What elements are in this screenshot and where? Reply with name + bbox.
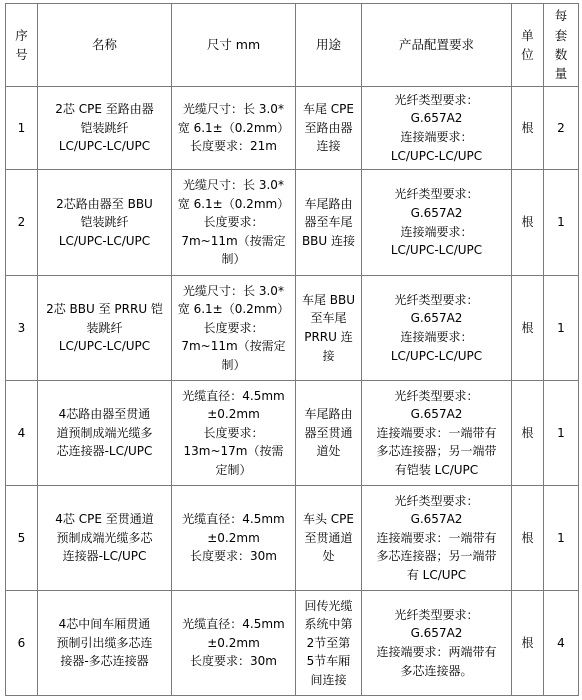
row-config: 光纤类型要求： G.657A2 连接端要求：一端带有 多芯连接器；另一端带 有铠装 LC/UPC — [362, 381, 512, 486]
row-use: 车尾 CPE 至路由器 连接 — [296, 87, 362, 170]
row-use: 车尾路由 器至贯通 道处 — [296, 381, 362, 486]
row-qty: 1 — [544, 486, 579, 591]
table-row — [6, 276, 579, 381]
row-unit: 根 — [512, 381, 544, 486]
table-row — [6, 486, 579, 591]
row-use: 回传光缆 系统中第 2节至第 5节车厢 间连接 — [296, 591, 362, 696]
row-unit: 根 — [512, 276, 544, 381]
header-unit: 单 位 — [512, 4, 544, 87]
row-size: 光缆尺寸：长 3.0* 宽 6.1±（0.2mm） 长度要求： 7m~11m（按需定 制） — [172, 170, 296, 276]
row-use: 车尾 BBU 至车尾 PRRU 连 接 — [296, 276, 362, 381]
spec-table — [5, 3, 579, 696]
row-size: 光缆直径：4.5mm ±0.2mm 长度要求：30m — [172, 591, 296, 696]
row-index: 6 — [6, 591, 38, 696]
row-config: 光纤类型要求： G.657A2 连接端要求：两端带有 多芯连接器。 — [362, 591, 512, 696]
row-index: 1 — [6, 87, 38, 170]
table-row — [6, 591, 579, 696]
row-qty: 1 — [544, 170, 579, 276]
row-index: 2 — [6, 170, 38, 276]
row-qty: 2 — [544, 87, 579, 170]
row-unit: 根 — [512, 170, 544, 276]
header-name: 名称 — [38, 4, 172, 87]
row-name: 4芯路由器至贯通 道预制成端光缆多 芯连接器-LC/UPC — [38, 381, 172, 486]
table-row — [6, 170, 579, 276]
header-use: 用途 — [296, 4, 362, 87]
row-config: 光纤类型要求： G.657A2 连接端要求：一端带有 多芯连接器；另一端带 有 LC/UPC — [362, 486, 512, 591]
header-index: 序 号 — [6, 4, 38, 87]
table-row — [6, 87, 579, 170]
header-row — [6, 4, 579, 87]
row-use: 车头 CPE 至贯通道 处 — [296, 486, 362, 591]
row-unit: 根 — [512, 87, 544, 170]
row-size: 光缆直径：4.5mm ±0.2mm 长度要求：30m — [172, 486, 296, 591]
row-config: 光纤类型要求： G.657A2 连接端要求： LC/UPC-LC/UPC — [362, 170, 512, 276]
row-name: 2芯 BBU 至 PRRU 铠 装跳纤 LC/UPC-LC/UPC — [38, 276, 172, 381]
header-size: 尺寸 mm — [172, 4, 296, 87]
row-size: 光缆尺寸：长 3.0* 宽 6.1±（0.2mm） 长度要求： 7m~11m（按需定 制） — [172, 276, 296, 381]
row-qty: 1 — [544, 276, 579, 381]
row-name: 2芯 CPE 至路由器 铠装跳纤 LC/UPC-LC/UPC — [38, 87, 172, 170]
row-unit: 根 — [512, 591, 544, 696]
row-use: 车尾路由 器至车尾 BBU 连接 — [296, 170, 362, 276]
row-qty: 1 — [544, 381, 579, 486]
row-config: 光纤类型要求： G.657A2 连接端要求： LC/UPC-LC/UPC — [362, 276, 512, 381]
row-qty: 4 — [544, 591, 579, 696]
row-size: 光缆尺寸：长 3.0* 宽 6.1±（0.2mm） 长度要求：21m — [172, 87, 296, 170]
row-index: 5 — [6, 486, 38, 591]
row-index: 3 — [6, 276, 38, 381]
row-name: 2芯路由器至 BBU 铠装跳纤 LC/UPC-LC/UPC — [38, 170, 172, 276]
row-name: 4芯中间车厢贯通 预制引出缆多芯连 接器-多芯连接器 — [38, 591, 172, 696]
row-config: 光纤类型要求： G.657A2 连接端要求： LC/UPC-LC/UPC — [362, 87, 512, 170]
header-config: 产品配置要求 — [362, 4, 512, 87]
row-index: 4 — [6, 381, 38, 486]
row-unit: 根 — [512, 486, 544, 591]
header-qty: 每 套 数 量 — [544, 4, 579, 87]
table-row — [6, 381, 579, 486]
row-name: 4芯 CPE 至贯通道 预制成端光缆多芯 连接器-LC/UPC — [38, 486, 172, 591]
row-size: 光缆直径：4.5mm ±0.2mm 长度要求： 13m~17m（按需 定制） — [172, 381, 296, 486]
